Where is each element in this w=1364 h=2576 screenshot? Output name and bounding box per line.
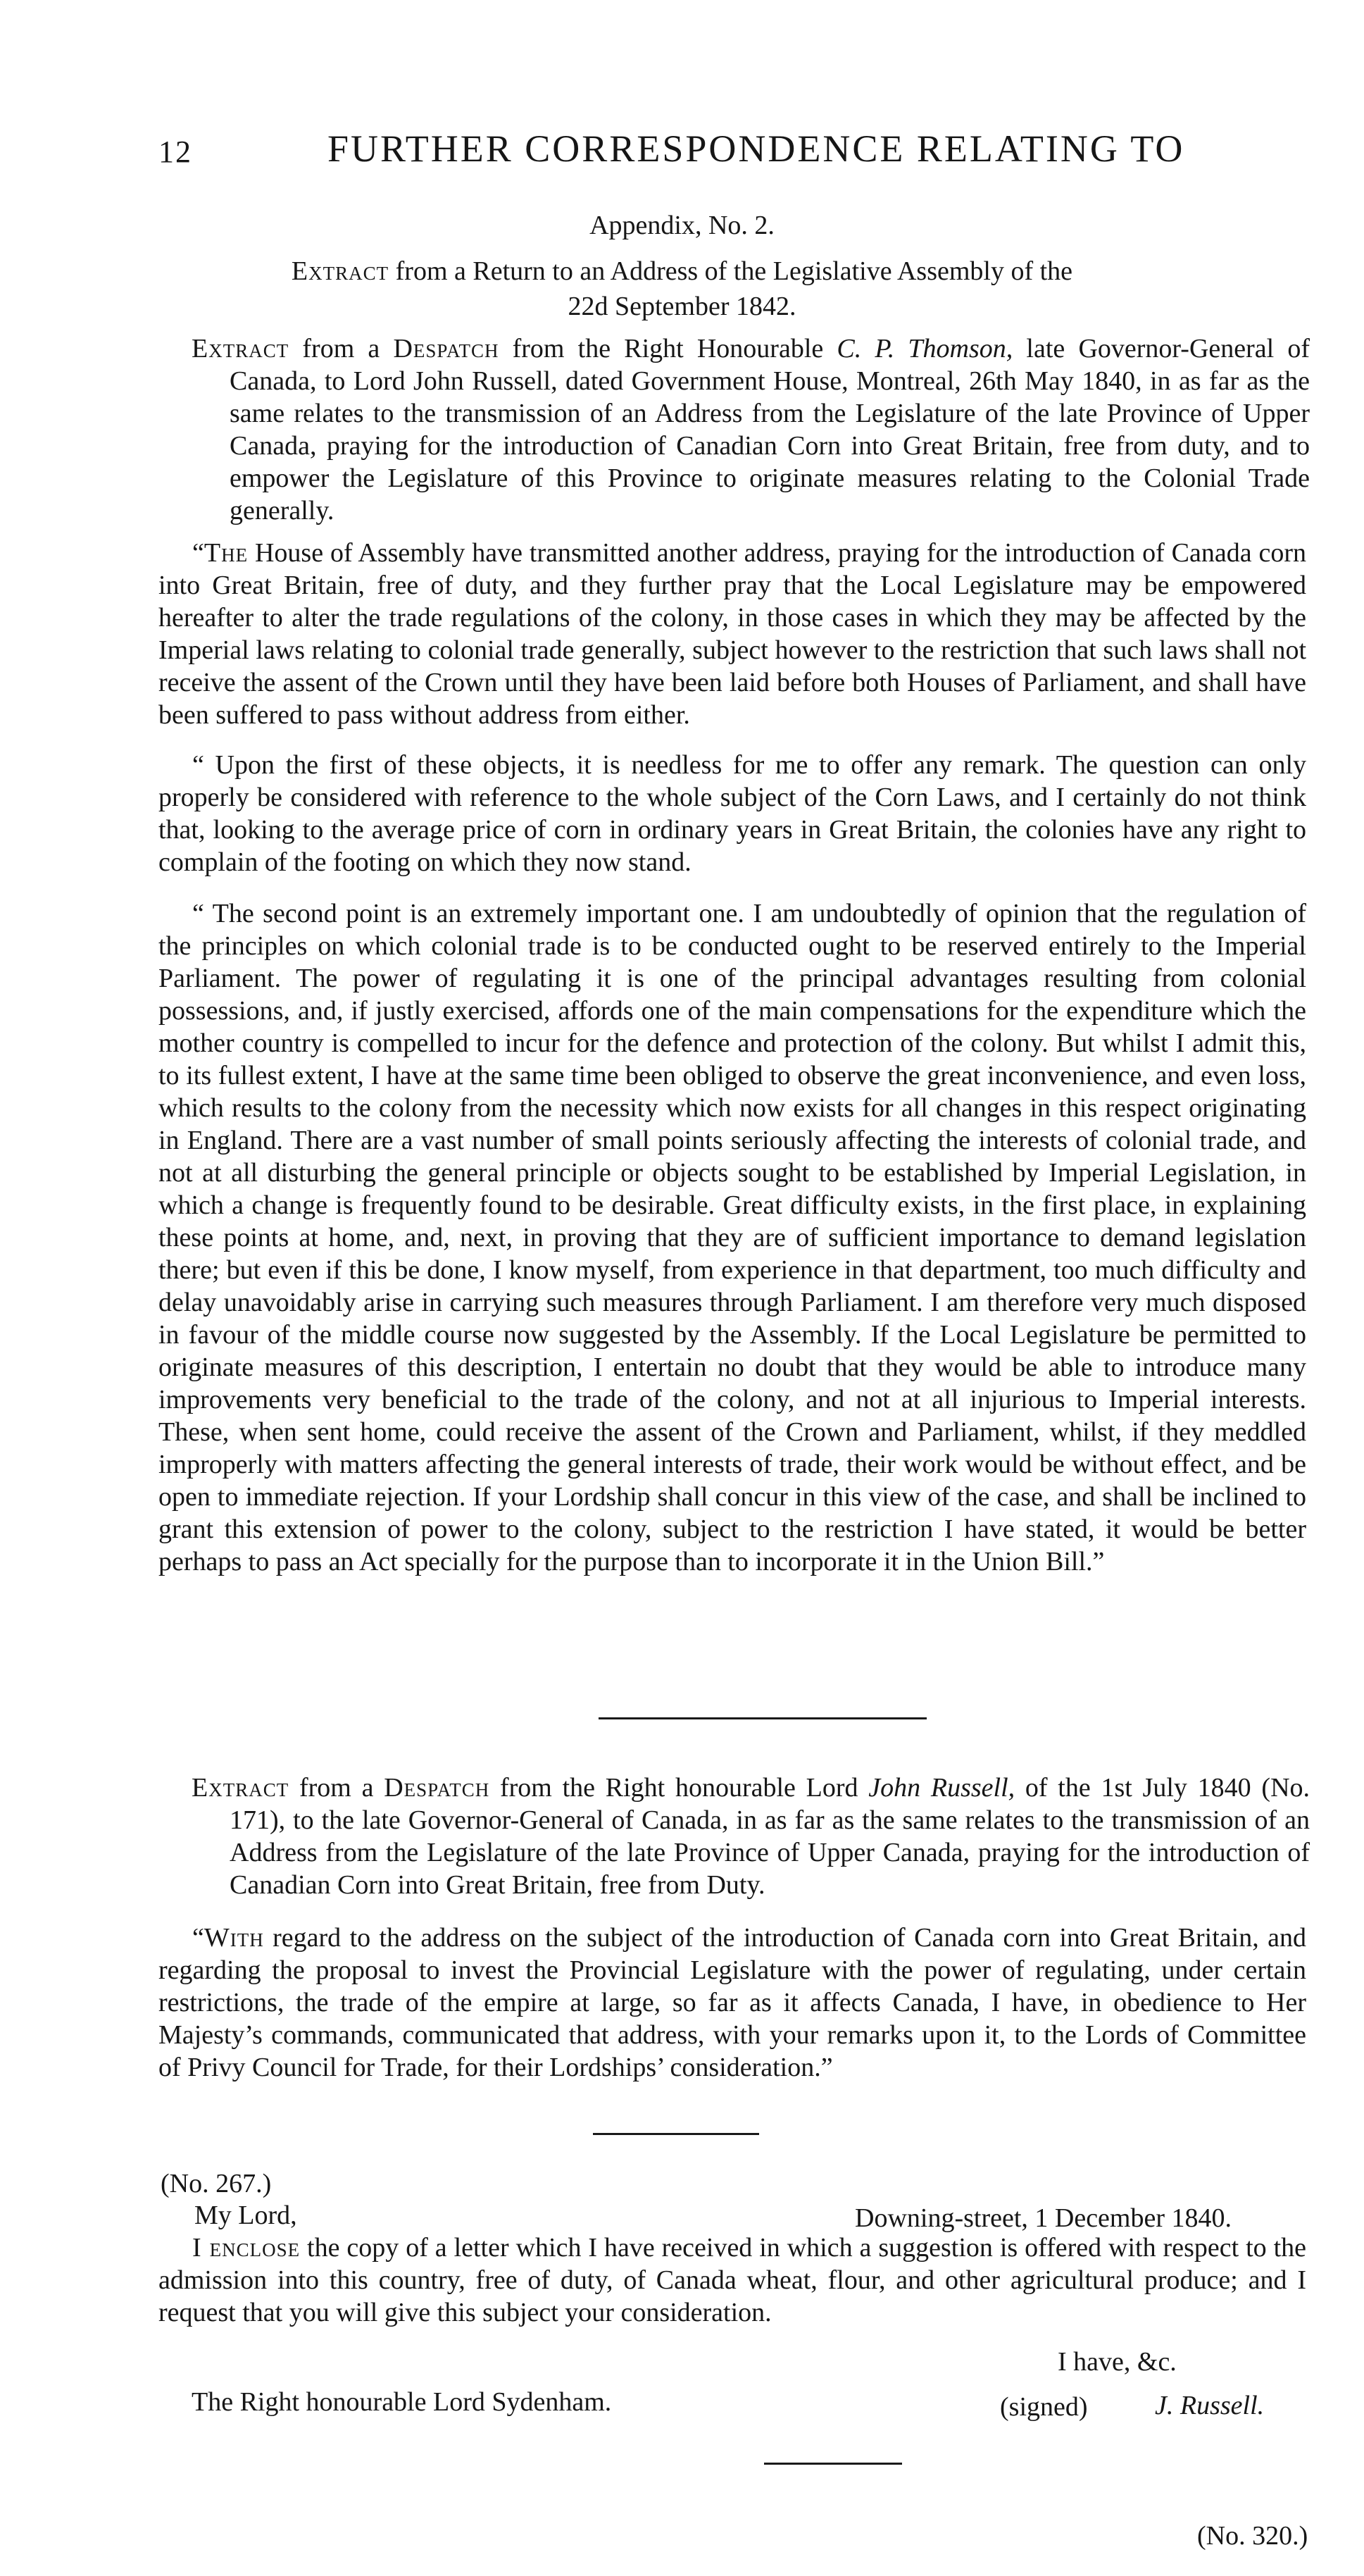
section-divider-2 xyxy=(593,2133,759,2135)
letter-number: (No. 267.) xyxy=(161,2169,272,2198)
quote-1-open-mark: “ xyxy=(192,538,204,568)
section-divider-1 xyxy=(599,1717,927,1719)
signed-label: (signed) xyxy=(1000,2392,1088,2422)
page-number: 12 xyxy=(158,135,192,169)
despatch-1-heading xyxy=(192,332,1310,527)
appendix-label: Appendix, No. 2. xyxy=(589,211,775,240)
quote-1-p1-text: House of Assembly have transmitted another address, praying for the introduction of Canada corn into Great Britain, free of duty, and they further pray that the Local Legislature may be empowered hereafter to alter the trade regulations of the colony, in those cases in which they may be affected by the Imperial laws relating to colonial trade generally, subject however to the restriction that such laws shall not receive the assent of the Crown until they have been laid before both Houses of Parliament, and shall have been suffered to pass without address from either. xyxy=(158,538,1306,730)
despatch-1-rest: late Governor-General of Canada, to Lord John Russell, dated Government House, Montreal, 26th May 1840, in as far as the same relates to the transmission of an Address from the Legislature of the late Province of Upper Canada, praying for the introduction of Canadian Corn into Great Britain, free from duty, and to empower the Legislature of this Province to originate measures relating to the Colonial Trade generally. xyxy=(230,334,1310,525)
return-heading xyxy=(0,254,1364,324)
quote-2-first-word: With xyxy=(204,1923,264,1953)
section-divider-3 xyxy=(764,2463,902,2465)
despatch-1-despatch-word: Despatch xyxy=(393,334,499,363)
quote-2-open-mark: “ xyxy=(192,1923,204,1953)
quote-1-paragraph-2: “ Upon the first of these objects, it is needless for me to offer any remark. The question can only properly be considered with reference to the whole subject of the Corn Laws, and I certainly do not think that, looking to the average price of corn in ordinary years in Great Britain, the colonies have any right to complain of the footing on which they now stand. xyxy=(158,750,1306,877)
return-line-1: from a Return to an Address of the Legislative Assembly of the xyxy=(395,256,1073,286)
despatch-2-heading xyxy=(192,1772,1310,1901)
extract-word: Extract xyxy=(291,256,389,286)
letter-place-date: Downing-street, 1 December 1840. xyxy=(855,2203,1232,2233)
running-header xyxy=(158,127,1215,190)
return-line-2: 22d September 1842. xyxy=(568,292,796,321)
despatch-2-extract-word: Extract xyxy=(192,1773,289,1803)
signature: J. Russell. xyxy=(1155,2391,1265,2420)
letter-enclose-words: I enclose xyxy=(192,2233,301,2263)
quote-1-paragraph-1 xyxy=(158,537,1306,731)
letter-closing: I have, &c. xyxy=(1058,2347,1177,2377)
despatch-2-person: John Russell, xyxy=(868,1773,1015,1803)
despatch-2-rest: of the 1st July 1840 (No. 171), to the late Governor-General of Canada, in as far as the same relates to the transmission of an Address from the Legislature of the late Province of Upper Canada, praying for the introduction of Canadian Corn into Great Britain, free from Duty. xyxy=(230,1773,1310,1900)
quote-1-first-word: The xyxy=(204,538,249,568)
despatch-1-from-a: from a xyxy=(289,334,394,363)
quote-2-text: regard to the address on the subject of the introduction of Canada corn into Great Britain, and regarding the proposal to invest the Provincial Legislature with the power of regulating, under certain restrictions, the trade of the empire at large, so far as it affects Canada, I have, in obedience to Her Majesty’s commands, communicated that address, with your remarks upon it, to the Lords of Committee of Privy Council for Trade, for their Lordships’ consideration.” xyxy=(158,1923,1306,2082)
quote-2-paragraph xyxy=(158,1922,1306,2084)
letter-addressee: The Right honourable Lord Sydenham. xyxy=(192,2387,612,2417)
despatch-1-person: C. P. Thomson, xyxy=(837,334,1013,363)
despatch-1-from-text: from the Right Honourable xyxy=(499,334,837,363)
despatch-2-from-text: from the Right honourable Lord xyxy=(489,1773,869,1803)
despatch-1-extract-word: Extract xyxy=(192,334,289,363)
quote-1-paragraph-3: “ The second point is an extremely important one. I am undoubtedly of opinion that the regulation of the principles on which colonial trade is to be conducted ought to be reserved entirely to the Imperial Parliament. The power of regulating it is one of the principal advantages resulting from colonial possessions, and, if justly exercised, affords one of the main compensations for the expenditure which the mother country is compelled to incur for the defence and protection of the colony. But whilst I admit this, to its fullest extent, I have at the same time been obliged to observe the great inconvenience, and even loss, which results to the colony from the necessity which now exists for all changes in this respect originating in England. There are a vast number of small points seriously affecting the interests of colonial trade, and not at all disturbing the general principle or objects sought to be established by Imperial Legislation, in which a change is frequently found to be desirable. Great difficulty exists, in the first place, in explaining these points at home, and, next, in proving that they are of sufficient importance to demand legislation there; but even if this be done, I know myself, from experience in that department, too much difficulty and delay unavoidably arise in carrying such measures through Parliament. I am therefore very much disposed in favour of the middle course now suggested by the Assembly. If the Local Legislature be permitted to originate measures of this description, I entertain no doubt that they would be able to introduce many improvements very beneficial to the trade of the colony, and not at all injurious to Imperial interests. These, when sent home, could receive the assent of the Crown and Parliament, whilst, if they meddled improperly with matters affecting the general interests of trade, their work would be without effect, and be open to immediate rejection. If your Lordship shall concur in this view of the case, and shall be inclined to grant this extension of power to the colony, subject to the restriction I have stated, it would be better perhaps to pass an Act specially for the purpose than to incorporate it in the Union Bill.” xyxy=(158,899,1306,1576)
letter-body-text: the copy of a letter which I have received in which a suggestion is offered with respect to the admission into this country, free of duty, of Canada wheat, flour, and other agricultural produce; and I request that you will give this subject your consideration. xyxy=(158,2233,1307,2327)
next-document-number: (No. 320.) xyxy=(1197,2521,1308,2551)
running-title: FURTHER CORRESPONDENCE RELATING TO xyxy=(327,127,1185,170)
letter-body xyxy=(158,2232,1306,2329)
letter-salutation: My Lord, xyxy=(194,2201,297,2230)
despatch-2-despatch-word: Despatch xyxy=(384,1773,490,1803)
despatch-2-from-a: from a xyxy=(289,1773,384,1803)
